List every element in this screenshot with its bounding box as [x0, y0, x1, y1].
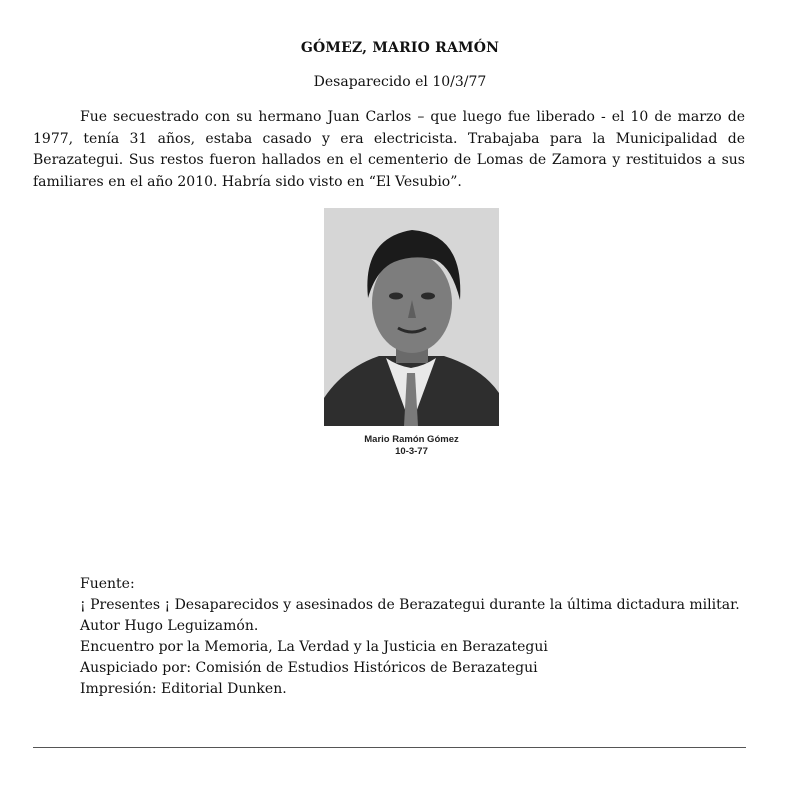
biography-paragraph: Fue secuestrado con su hermano Juan Carlos – que luego fue liberado - el 10 de marzo de 1977, tenía 31 años, estaba casado y era electricista. Trabajaba para la Municipalidad de Berazategui. Sus restos fueron hallados en el cementerio de Lomas de Zamora y restituidos a sus familiares en el año 2010. Habría sido visto en “El Vesubio”. — [33, 109, 745, 190]
portrait-photo — [324, 208, 499, 426]
disappearance-date: Desaparecido el 10/3/77 — [313, 74, 487, 90]
source-line: Auspiciado por: Comisión de Estudios Históricos de Berazategui — [80, 660, 538, 676]
source-line: Impresión: Editorial Dunken. — [80, 681, 287, 697]
photo-caption — [324, 434, 499, 458]
caption-date: 10-3-77 — [395, 446, 428, 457]
source-line: Encuentro por la Memoria, La Verdad y la Justicia en Berazategui — [80, 639, 548, 655]
sources-section — [80, 574, 760, 700]
caption-name: Mario Ramón Gómez — [364, 434, 459, 445]
sources-label: Fuente: — [80, 576, 135, 592]
page-title: GÓMEZ, MARIO RAMÓN — [300, 40, 500, 56]
source-line: ¡ Presentes ¡ Desaparecidos y asesinados de Berazategui durante la última dictadura militar. — [80, 597, 740, 613]
portrait-illustration — [324, 208, 499, 426]
source-line: Autor Hugo Leguizamón. — [80, 618, 259, 634]
footer-divider — [33, 747, 746, 748]
